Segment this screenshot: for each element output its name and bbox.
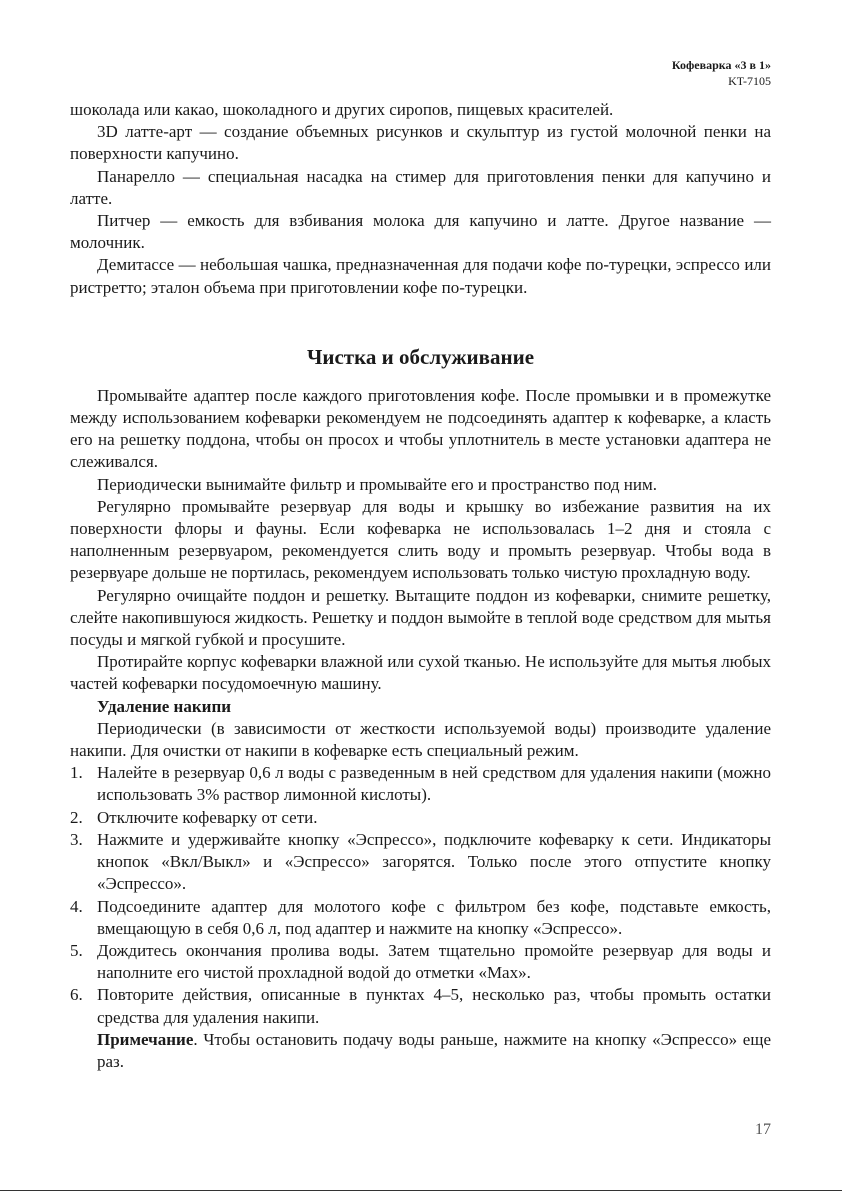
header-product: Кофеварка «3 в 1» bbox=[671, 58, 771, 72]
step-text: Отключите кофеварку от сети. bbox=[97, 807, 318, 827]
step-number: 3. bbox=[70, 829, 83, 849]
step-text: Дождитесь окончания пролива воды. Затем тщательно промойте резервуар для воды и наполните его чистой прохладной водой до отметки «Max». bbox=[97, 940, 771, 983]
glossary-entry-latte-art: 3D латте-арт — создание объемных рисунков и скульптур из густой молочной пенки на поверхности капучино. bbox=[70, 122, 771, 164]
header-model: KT-7105 bbox=[728, 74, 771, 88]
step-number: 6. bbox=[70, 985, 83, 1005]
step-number: 4. bbox=[70, 896, 83, 916]
descaling-steps bbox=[70, 762, 771, 1028]
glossary-entry-panarello: Панарелло — специальная насадка на стимер для приготовления пенки для капучино и латте. bbox=[70, 166, 771, 208]
note-label: Примечание bbox=[97, 1029, 194, 1049]
subsection-title: Удаление накипи bbox=[97, 696, 232, 716]
list-item bbox=[70, 896, 771, 940]
glossary-entry-pitcher: Питчер — емкость для взбивания молока для капучино и латте. Другое название — молочник. bbox=[70, 211, 771, 253]
cleaning-paragraph: Промывайте адаптер после каждого приготовления кофе. После промывки и в промежутке между использованием кофеварки рекомендуем не подсоединять адаптер к кофеварке, а класть его на решетку поддона, чтобы он просох и чтобы уплотнитель в месте установки адаптера не слеживался. bbox=[70, 385, 771, 472]
list-item bbox=[70, 762, 771, 806]
page-content bbox=[70, 99, 771, 1073]
descaling-intro: Периодически (в зависимости от жесткости используемой воды) производите удаление накипи. Для очистки от накипи в кофеварке есть специальный режим. bbox=[70, 718, 771, 761]
cleaning-paragraph: Протирайте корпус кофеварки влажной или сухой тканью. Не используйте для мытья любых частей кофеварки посудомоечную машину. bbox=[70, 652, 771, 694]
bottom-rule bbox=[0, 1190, 842, 1191]
cleaning-paragraph: Регулярно очищайте поддон и решетку. Вытащите поддон из кофеварки, снимите решетку, слейте накопившуюся жидкость. Решетку и поддон вымойте в теплой воде средством для мытья посуды и мягкой губкой и просушите. bbox=[70, 585, 771, 650]
page-number: 17 bbox=[755, 1121, 771, 1138]
step-text: Налейте в резервуар 0,6 л воды с разведенным в ней средством для удаления накипи (можно использовать 3% раствор лимонной кислоты). bbox=[97, 763, 771, 805]
step-text: Подсоедините адаптер для молотого кофе с фильтром без кофе, подставьте емкость, вмещающую в себя 0,6 л, под адаптер и нажмите на кнопку «Эспрессо». bbox=[97, 896, 771, 938]
note-text: . Чтобы остановить подачу воды раньше, нажмите на кнопку «Эспрессо» еще раз. bbox=[97, 1029, 771, 1071]
section-title: Чистка и обслуживание bbox=[306, 344, 535, 369]
step-number: 5. bbox=[70, 940, 83, 960]
cleaning-paragraph: Регулярно промывайте резервуар для воды и крышку во избежание развития на их поверхности флоры и фауны. Если кофеварка не использовалась 1–2 дня и стояла с наполненным резервуаром, рекомендуется слить воду и промыть резервуар. Чтобы вода в резервуаре дольше не портилась, рекомендуем использовать только чистую прохладную воду. bbox=[70, 496, 771, 583]
step-number: 1. bbox=[70, 763, 83, 783]
list-item bbox=[70, 940, 771, 984]
list-item bbox=[70, 807, 771, 829]
list-item bbox=[70, 829, 771, 896]
running-header bbox=[672, 57, 771, 89]
step-number: 2. bbox=[70, 807, 83, 827]
glossary-entry-demitasse: Демитассе — небольшая чашка, предназначенная для подачи кофе по-турецки, эспрессо или ристретто; эталон объема при приготовлении кофе по-турецки. bbox=[70, 255, 771, 297]
note bbox=[70, 1029, 771, 1073]
list-item bbox=[70, 984, 771, 1028]
cleaning-paragraph: Периодически вынимайте фильтр и промывайте его и пространство под ним. bbox=[97, 474, 657, 494]
step-text: Повторите действия, описанные в пунктах 4–5, несколько раз, чтобы промыть остатки средства для удаления накипи. bbox=[97, 985, 771, 1027]
step-text: Нажмите и удерживайте кнопку «Эспрессо», подключите кофеварку к сети. Индикаторы кнопок «Вкл/Выкл» и «Эспрессо» загорятся. Только после этого отпустите кнопку «Эспрессо». bbox=[97, 829, 771, 894]
glossary-continuation: шоколада или какао, шоколадного и других сиропов, пищевых красителей. bbox=[70, 100, 614, 119]
